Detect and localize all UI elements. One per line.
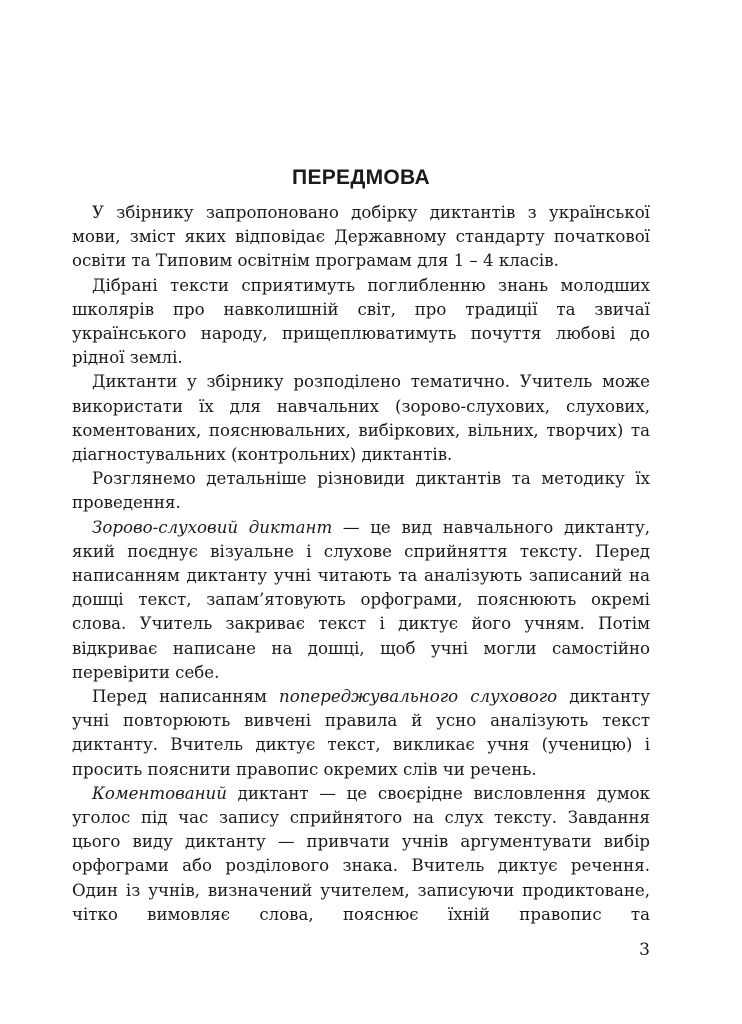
paragraph-5-term: Зорово-слуховий диктант	[92, 517, 333, 537]
paragraph-3-text: Диктанти у збірнику розподілено тематично. Учитель може використати їх для навчальних (зорово-слухових, слухових, коментованих, пояснювальних, вибіркових, вільних, творчих) та діагностувальних (контрольних) диктантів.	[72, 372, 650, 465]
paragraph-1	[72, 201, 650, 274]
paragraph-6-text: диктанту учні повторюють вивчені правила й усно аналізують текст диктанту. Вчитель диктує текст, викликає учня (ученицю) і просить пояснити правопис окремих слів чи речень.	[72, 687, 650, 779]
paragraph-6-lead: Перед написанням	[92, 687, 280, 707]
page-title: ПЕРЕДМОВА	[292, 166, 430, 190]
paragraph-7	[72, 782, 650, 927]
paragraph-5	[72, 516, 650, 685]
paragraph-2-text: Дібрані тексти сприятимуть поглибленню знань молодших школярів про навколишній світ, про традиції та звичаї українського народу, прищеплюватимуть почуття любові до рідної землі.	[72, 275, 650, 368]
paragraph-2	[72, 274, 650, 371]
paragraph-7-term: Коментований	[92, 783, 227, 803]
paragraph-5-text: — це вид навчального диктанту, який поєднує візуальне і слухове сприйняття тексту. Перед написанням диктанту учні читають та аналізують записаний на дошці текст, запам’ятовують орфограми, пояснюють окремі слова. Учитель закриває текст і диктує його учням. Потім відкриває написане на дошці, щоб учні могли самостійно перевірити себе.	[72, 517, 651, 682]
paragraph-6	[72, 685, 650, 782]
paragraph-4-text: Розглянемо детальніше різновиди диктантів та методику їх проведення.	[72, 469, 650, 513]
page-number: 3	[639, 940, 650, 960]
paragraph-6-term: попереджувального слухового	[279, 687, 558, 707]
paragraph-7-text: диктант — це своєрідне висловлення думок уголос під час запису сприйнятого на слух тексту. Завдання цього виду диктанту — привчати учнів аргументувати вибір орфограми або розділового знака. Вчитель диктує речення. Один із учнів, визначений учителем, записуючи продиктоване, чітко вимовляє слова, пояснює їхній правопис та	[72, 783, 650, 924]
body-text	[72, 201, 650, 927]
paragraph-3	[72, 370, 650, 467]
paragraph-1-text: У збірнику запропоновано добірку диктантів з української мови, зміст яких відповідає Державному стандарту початкової освіти та Типовим освітнім програмам для 1 – 4 класів.	[72, 203, 650, 271]
paragraph-4	[72, 467, 650, 515]
